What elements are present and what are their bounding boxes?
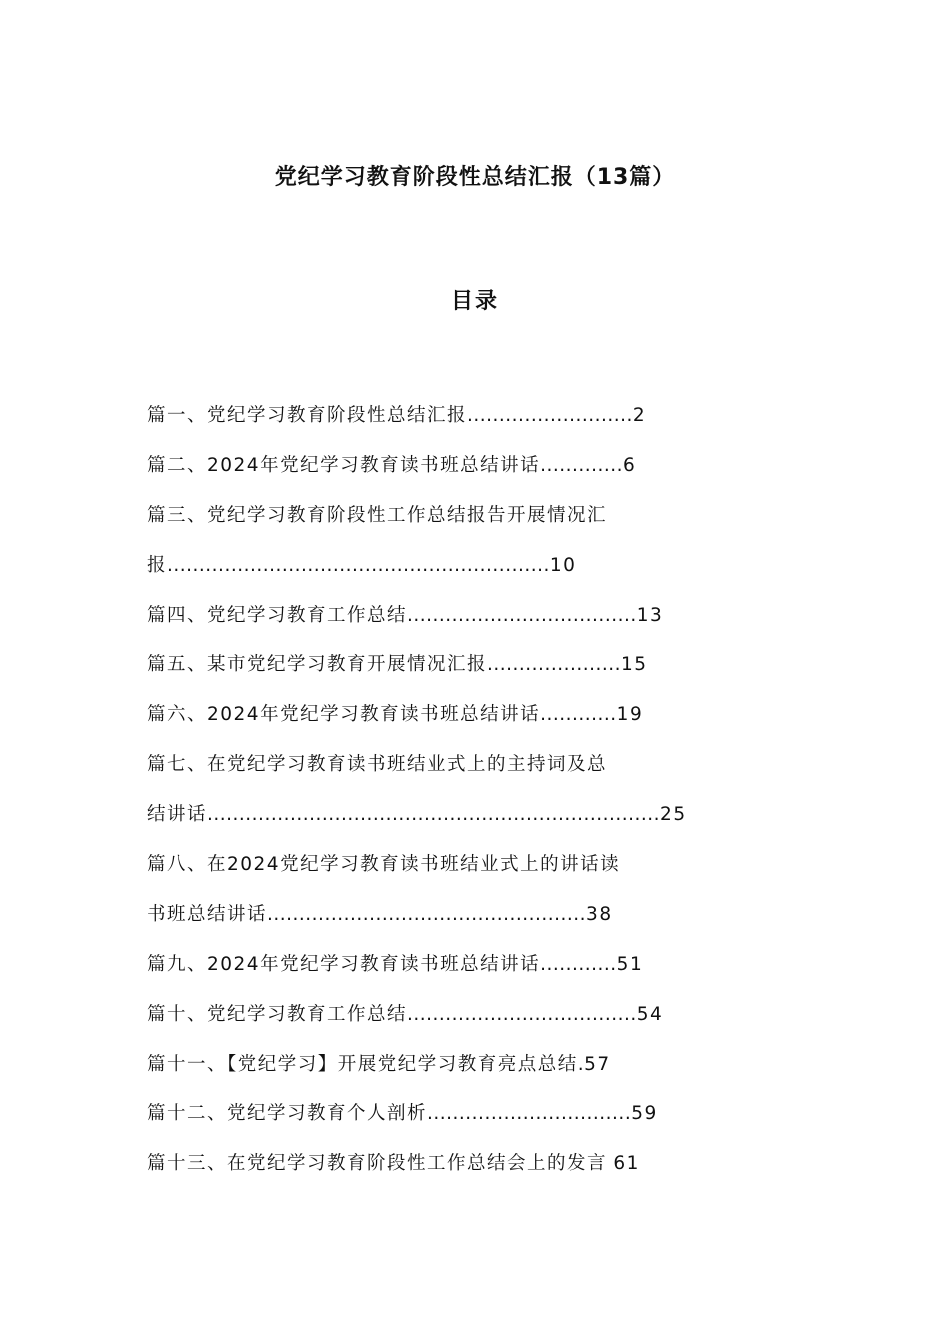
toc-entry-leader: ....................................: [407, 604, 637, 626]
toc-entry-leader: ............: [540, 953, 617, 975]
toc-entry[interactable]: [147, 446, 687, 496]
toc-entry[interactable]: [147, 1045, 687, 1095]
toc-entry-page: 10: [549, 554, 577, 576]
toc-entry[interactable]: [147, 645, 687, 695]
toc-entry-leader: ............................................................: [167, 554, 550, 576]
table-of-contents: [147, 396, 687, 1194]
toc-entry-page: 61: [613, 1153, 640, 1175]
toc-entry[interactable]: [147, 845, 687, 895]
toc-entry[interactable]: [147, 695, 687, 745]
toc-entry-leader: ..................................................: [267, 903, 587, 925]
toc-heading: 目录: [450, 289, 499, 314]
toc-entry-page: 54: [636, 1003, 664, 1025]
toc-entry[interactable]: [147, 546, 687, 596]
toc-entry-title: 篇五、某市党纪学习教育开展情况汇报: [147, 654, 488, 676]
toc-entry-title: 篇一、党纪学习教育阶段性总结汇报: [147, 405, 468, 426]
toc-entry-title: 篇十一、【党纪学习】开展党纪学习教育亮点总结: [147, 1053, 578, 1075]
toc-entry-page: 25: [660, 804, 687, 826]
toc-entry-leader: .......................................................................: [207, 804, 661, 826]
toc-entry-title: 篇六、2024年党纪学习教育读书班总结讲话: [147, 704, 541, 726]
toc-entry-page: 6: [623, 454, 637, 476]
toc-entry-title: 篇十、党纪学习教育工作总结: [147, 1003, 408, 1025]
toc-entry-page: 57: [584, 1053, 611, 1075]
toc-entry-leader: ................................: [427, 1103, 632, 1125]
toc-entry-leader: ....................................: [407, 1003, 637, 1025]
toc-entry-title: 篇八、在2024党纪学习教育读书班结业式上的讲话读: [147, 854, 621, 876]
toc-entry[interactable]: [147, 396, 687, 446]
toc-entry-page: 13: [636, 604, 664, 626]
toc-entry-title: 结讲话: [147, 804, 208, 826]
toc-entry-page: 38: [586, 903, 613, 925]
toc-entry-page: 15: [621, 654, 648, 676]
toc-entry[interactable]: [147, 1144, 687, 1194]
toc-entry-page: 2: [632, 405, 647, 426]
toc-entry-title: 篇七、在党纪学习教育读书班结业式上的主持词及总: [147, 754, 608, 776]
toc-entry-title: 篇十二、党纪学习教育个人剖析: [147, 1103, 428, 1125]
toc-entry-leader: ..........................: [467, 405, 633, 426]
toc-entry[interactable]: [147, 945, 687, 995]
toc-entry-title: 报: [147, 554, 168, 576]
toc-entry-title: 篇二、2024年党纪学习教育读书班总结讲话: [147, 454, 541, 476]
toc-entry[interactable]: [147, 596, 687, 646]
toc-entry[interactable]: [147, 496, 687, 546]
toc-entry-leader: .....................: [487, 654, 622, 676]
toc-entry[interactable]: [147, 795, 687, 845]
toc-entry-leader: .: [577, 1053, 585, 1075]
toc-entry[interactable]: [147, 1094, 687, 1144]
document-title: 党纪学习教育阶段性总结汇报（13篇）: [274, 165, 676, 190]
toc-entry-title: 篇四、党纪学习教育工作总结: [147, 604, 408, 626]
toc-entry[interactable]: [147, 745, 687, 795]
toc-entry[interactable]: [147, 995, 687, 1045]
toc-entry-title: 篇三、党纪学习教育阶段性工作总结报告开展情况汇: [147, 504, 608, 526]
toc-entry-page: 19: [616, 704, 644, 726]
toc-entry-leader: .............: [540, 454, 624, 476]
toc-entry-title: 篇十三、在党纪学习教育阶段性工作总结会上的发言: [147, 1153, 608, 1175]
toc-entry-title: 篇九、2024年党纪学习教育读书班总结讲话: [147, 953, 541, 975]
toc-entry-title: 书班总结讲话: [147, 903, 268, 925]
toc-entry-leader: ............: [540, 704, 617, 726]
toc-entry[interactable]: [147, 895, 687, 945]
toc-entry-page: 51: [616, 953, 644, 975]
toc-entry-page: 59: [631, 1103, 658, 1125]
